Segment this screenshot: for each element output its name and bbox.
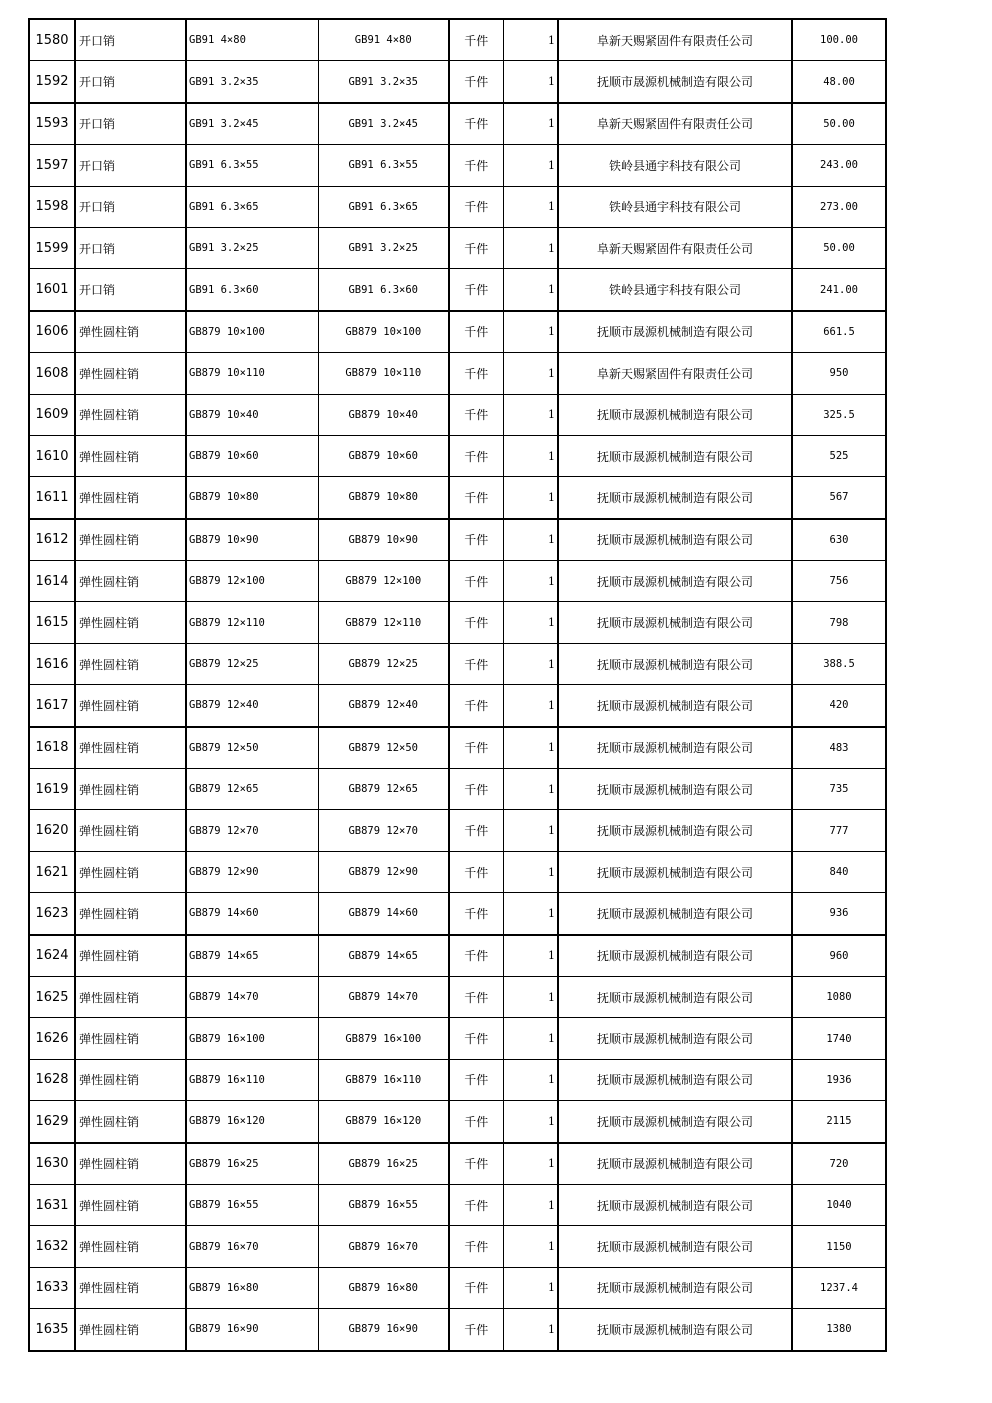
price-cell: 630	[792, 519, 886, 561]
quantity-cell: 1	[503, 186, 558, 227]
supplier-cell: 抚顺市晟源机械制造有限公司	[558, 935, 792, 977]
specification-cell: GB879 10×80	[186, 477, 318, 519]
supplier-cell: 抚顺市晟源机械制造有限公司	[558, 1267, 792, 1308]
price-cell: 1150	[792, 1226, 886, 1267]
unit-cell: 千件	[449, 643, 503, 684]
unit-cell: 千件	[449, 810, 503, 851]
price-cell: 525	[792, 435, 886, 476]
model-cell: GB91 3.2×25	[318, 227, 449, 268]
specification-cell: GB879 12×50	[186, 727, 318, 769]
model-cell: GB91 6.3×65	[318, 186, 449, 227]
item-name-cell: 弹性圆柱销	[75, 1184, 186, 1225]
specification-cell: GB91 4×80	[186, 19, 318, 61]
unit-cell: 千件	[449, 477, 503, 519]
model-cell: GB879 14×60	[318, 893, 449, 935]
quantity-cell: 1	[503, 976, 558, 1017]
specification-cell: GB879 10×100	[186, 311, 318, 353]
specification-cell: GB879 10×110	[186, 353, 318, 394]
quantity-cell: 1	[503, 851, 558, 892]
item-number-cell: 1611	[29, 477, 75, 519]
item-name-cell: 弹性圆柱销	[75, 1267, 186, 1308]
item-name-cell: 弹性圆柱销	[75, 643, 186, 684]
model-cell: GB91 6.3×60	[318, 269, 449, 311]
model-cell: GB879 16×120	[318, 1101, 449, 1143]
specification-cell: GB879 12×110	[186, 602, 318, 643]
model-cell: GB879 16×80	[318, 1267, 449, 1308]
specification-cell: GB91 3.2×25	[186, 227, 318, 268]
supplier-cell: 抚顺市晟源机械制造有限公司	[558, 643, 792, 684]
model-cell: GB91 6.3×55	[318, 145, 449, 186]
supplier-cell: 阜新天赐紧固件有限责任公司	[558, 227, 792, 268]
price-cell: 1936	[792, 1059, 886, 1100]
table-row	[29, 1018, 886, 1059]
specification-cell: GB879 14×70	[186, 976, 318, 1017]
item-name-cell: 弹性圆柱销	[75, 685, 186, 727]
specification-cell: GB879 12×40	[186, 685, 318, 727]
price-cell: 325.5	[792, 394, 886, 435]
specification-cell: GB879 16×55	[186, 1184, 318, 1225]
item-name-cell: 开口销	[75, 186, 186, 227]
supplier-cell: 抚顺市晟源机械制造有限公司	[558, 477, 792, 519]
item-number-cell: 1628	[29, 1059, 75, 1100]
unit-cell: 千件	[449, 893, 503, 935]
supplier-cell: 抚顺市晟源机械制造有限公司	[558, 311, 792, 353]
table-row	[29, 769, 886, 810]
specification-cell: GB91 3.2×45	[186, 103, 318, 145]
supplier-cell: 抚顺市晟源机械制造有限公司	[558, 435, 792, 476]
item-number-cell: 1618	[29, 727, 75, 769]
quantity-cell: 1	[503, 727, 558, 769]
specification-cell: GB879 10×90	[186, 519, 318, 561]
supplier-cell: 抚顺市晟源机械制造有限公司	[558, 810, 792, 851]
table-row	[29, 1184, 886, 1225]
unit-cell: 千件	[449, 19, 503, 61]
model-cell: GB879 16×25	[318, 1143, 449, 1185]
item-name-cell: 弹性圆柱销	[75, 353, 186, 394]
unit-cell: 千件	[449, 269, 503, 311]
item-number-cell: 1580	[29, 19, 75, 61]
item-number-cell: 1623	[29, 893, 75, 935]
model-cell: GB91 3.2×45	[318, 103, 449, 145]
item-number-cell: 1619	[29, 769, 75, 810]
model-cell: GB879 12×25	[318, 643, 449, 684]
table-row	[29, 186, 886, 227]
item-number-cell: 1610	[29, 435, 75, 476]
table-row	[29, 851, 886, 892]
price-cell: 50.00	[792, 103, 886, 145]
price-cell: 756	[792, 561, 886, 602]
specification-cell: GB879 12×65	[186, 769, 318, 810]
supplier-cell: 抚顺市晟源机械制造有限公司	[558, 561, 792, 602]
item-number-cell: 1592	[29, 61, 75, 103]
table-row	[29, 810, 886, 851]
item-name-cell: 开口销	[75, 61, 186, 103]
table-row	[29, 19, 886, 61]
unit-cell: 千件	[449, 1101, 503, 1143]
item-number-cell: 1608	[29, 353, 75, 394]
item-number-cell: 1624	[29, 935, 75, 977]
price-cell: 273.00	[792, 186, 886, 227]
item-name-cell: 开口销	[75, 145, 186, 186]
table-row	[29, 602, 886, 643]
price-cell: 388.5	[792, 643, 886, 684]
supplier-cell: 抚顺市晟源机械制造有限公司	[558, 851, 792, 892]
supplier-cell: 抚顺市晟源机械制造有限公司	[558, 727, 792, 769]
item-number-cell: 1635	[29, 1309, 75, 1351]
item-name-cell: 弹性圆柱销	[75, 561, 186, 602]
quantity-cell: 1	[503, 477, 558, 519]
item-name-cell: 弹性圆柱销	[75, 1018, 186, 1059]
item-name-cell: 弹性圆柱销	[75, 311, 186, 353]
specification-cell: GB879 16×80	[186, 1267, 318, 1308]
item-name-cell: 弹性圆柱销	[75, 1309, 186, 1351]
table-row	[29, 353, 886, 394]
price-cell: 960	[792, 935, 886, 977]
table-row	[29, 269, 886, 311]
supplier-cell: 铁岭县通宇科技有限公司	[558, 186, 792, 227]
model-cell: GB879 16×90	[318, 1309, 449, 1351]
table-row	[29, 976, 886, 1017]
item-name-cell: 弹性圆柱销	[75, 602, 186, 643]
model-cell: GB91 3.2×35	[318, 61, 449, 103]
quantity-cell: 1	[503, 1226, 558, 1267]
table-row	[29, 935, 886, 977]
quantity-cell: 1	[503, 519, 558, 561]
quantity-cell: 1	[503, 311, 558, 353]
supplier-cell: 抚顺市晟源机械制造有限公司	[558, 685, 792, 727]
quantity-cell: 1	[503, 269, 558, 311]
price-cell: 50.00	[792, 227, 886, 268]
item-number-cell: 1614	[29, 561, 75, 602]
quantity-cell: 1	[503, 561, 558, 602]
item-name-cell: 弹性圆柱销	[75, 394, 186, 435]
price-cell: 241.00	[792, 269, 886, 311]
unit-cell: 千件	[449, 311, 503, 353]
model-cell: GB879 14×65	[318, 935, 449, 977]
quantity-cell: 1	[503, 810, 558, 851]
supplier-cell: 抚顺市晟源机械制造有限公司	[558, 602, 792, 643]
table-row	[29, 893, 886, 935]
unit-cell: 千件	[449, 145, 503, 186]
specification-cell: GB879 16×100	[186, 1018, 318, 1059]
table-row	[29, 685, 886, 727]
price-cell: 243.00	[792, 145, 886, 186]
item-name-cell: 弹性圆柱销	[75, 727, 186, 769]
model-cell: GB879 12×40	[318, 685, 449, 727]
item-name-cell: 弹性圆柱销	[75, 1059, 186, 1100]
item-name-cell: 开口销	[75, 19, 186, 61]
table-body	[29, 19, 886, 1351]
unit-cell: 千件	[449, 851, 503, 892]
quantity-cell: 1	[503, 602, 558, 643]
item-number-cell: 1620	[29, 810, 75, 851]
item-number-cell: 1632	[29, 1226, 75, 1267]
table-row	[29, 561, 886, 602]
unit-cell: 千件	[449, 1143, 503, 1185]
supplier-cell: 抚顺市晟源机械制造有限公司	[558, 1018, 792, 1059]
specification-cell: GB879 14×65	[186, 935, 318, 977]
model-cell: GB879 12×50	[318, 727, 449, 769]
unit-cell: 千件	[449, 519, 503, 561]
item-number-cell: 1598	[29, 186, 75, 227]
specification-cell: GB879 14×60	[186, 893, 318, 935]
table-row	[29, 1143, 886, 1185]
price-cell: 100.00	[792, 19, 886, 61]
supplier-cell: 抚顺市晟源机械制造有限公司	[558, 394, 792, 435]
price-cell: 661.5	[792, 311, 886, 353]
table-row	[29, 643, 886, 684]
quantity-cell: 1	[503, 227, 558, 268]
item-name-cell: 弹性圆柱销	[75, 477, 186, 519]
supplier-cell: 抚顺市晟源机械制造有限公司	[558, 1309, 792, 1351]
unit-cell: 千件	[449, 61, 503, 103]
price-cell: 936	[792, 893, 886, 935]
item-number-cell: 1625	[29, 976, 75, 1017]
unit-cell: 千件	[449, 976, 503, 1017]
unit-cell: 千件	[449, 1309, 503, 1351]
quantity-cell: 1	[503, 1143, 558, 1185]
item-number-cell: 1626	[29, 1018, 75, 1059]
specification-cell: GB879 16×120	[186, 1101, 318, 1143]
item-number-cell: 1621	[29, 851, 75, 892]
item-number-cell: 1629	[29, 1101, 75, 1143]
price-cell: 48.00	[792, 61, 886, 103]
model-cell: GB879 10×40	[318, 394, 449, 435]
item-number-cell: 1616	[29, 643, 75, 684]
table-row	[29, 477, 886, 519]
specification-cell: GB879 16×110	[186, 1059, 318, 1100]
supplier-cell: 阜新天赐紧固件有限责任公司	[558, 19, 792, 61]
model-cell: GB879 16×110	[318, 1059, 449, 1100]
price-cell: 720	[792, 1143, 886, 1185]
supplier-cell: 铁岭县通宇科技有限公司	[558, 269, 792, 311]
supplier-cell: 抚顺市晟源机械制造有限公司	[558, 893, 792, 935]
quantity-cell: 1	[503, 1101, 558, 1143]
quantity-cell: 1	[503, 1267, 558, 1308]
quantity-cell: 1	[503, 103, 558, 145]
quantity-cell: 1	[503, 394, 558, 435]
unit-cell: 千件	[449, 353, 503, 394]
supplier-cell: 抚顺市晟源机械制造有限公司	[558, 1226, 792, 1267]
item-number-cell: 1606	[29, 311, 75, 353]
item-number-cell: 1631	[29, 1184, 75, 1225]
quantity-cell: 1	[503, 769, 558, 810]
table-row	[29, 1309, 886, 1351]
specification-cell: GB879 12×25	[186, 643, 318, 684]
price-cell: 567	[792, 477, 886, 519]
item-number-cell: 1601	[29, 269, 75, 311]
table-row	[29, 103, 886, 145]
unit-cell: 千件	[449, 561, 503, 602]
price-cell: 1380	[792, 1309, 886, 1351]
specification-cell: GB879 12×90	[186, 851, 318, 892]
item-number-cell: 1617	[29, 685, 75, 727]
unit-cell: 千件	[449, 1184, 503, 1225]
quantity-cell: 1	[503, 19, 558, 61]
item-name-cell: 弹性圆柱销	[75, 810, 186, 851]
model-cell: GB879 10×60	[318, 435, 449, 476]
table-row	[29, 1059, 886, 1100]
item-name-cell: 弹性圆柱销	[75, 435, 186, 476]
quantity-cell: 1	[503, 61, 558, 103]
model-cell: GB879 10×80	[318, 477, 449, 519]
unit-cell: 千件	[449, 394, 503, 435]
model-cell: GB879 12×90	[318, 851, 449, 892]
model-cell: GB879 16×100	[318, 1018, 449, 1059]
specification-cell: GB879 16×25	[186, 1143, 318, 1185]
specification-cell: GB879 12×70	[186, 810, 318, 851]
model-cell: GB879 10×110	[318, 353, 449, 394]
price-cell: 735	[792, 769, 886, 810]
item-number-cell: 1609	[29, 394, 75, 435]
unit-cell: 千件	[449, 1226, 503, 1267]
model-cell: GB879 16×70	[318, 1226, 449, 1267]
unit-cell: 千件	[449, 227, 503, 268]
item-name-cell: 弹性圆柱销	[75, 1226, 186, 1267]
table-row	[29, 1267, 886, 1308]
table-row	[29, 727, 886, 769]
item-name-cell: 弹性圆柱销	[75, 976, 186, 1017]
model-cell: GB879 10×90	[318, 519, 449, 561]
table-row	[29, 1101, 886, 1143]
price-cell: 1237.4	[792, 1267, 886, 1308]
supplier-cell: 抚顺市晟源机械制造有限公司	[558, 1143, 792, 1185]
unit-cell: 千件	[449, 103, 503, 145]
unit-cell: 千件	[449, 935, 503, 977]
specification-cell: GB91 3.2×35	[186, 61, 318, 103]
specification-cell: GB91 6.3×60	[186, 269, 318, 311]
item-name-cell: 弹性圆柱销	[75, 519, 186, 561]
price-list-table	[28, 18, 887, 1352]
specification-cell: GB879 16×70	[186, 1226, 318, 1267]
quantity-cell: 1	[503, 935, 558, 977]
price-cell: 777	[792, 810, 886, 851]
specification-cell: GB879 10×40	[186, 394, 318, 435]
unit-cell: 千件	[449, 186, 503, 227]
quantity-cell: 1	[503, 1018, 558, 1059]
table-row	[29, 435, 886, 476]
price-cell: 483	[792, 727, 886, 769]
price-cell: 1040	[792, 1184, 886, 1225]
supplier-cell: 抚顺市晟源机械制造有限公司	[558, 1101, 792, 1143]
quantity-cell: 1	[503, 1059, 558, 1100]
model-cell: GB879 12×100	[318, 561, 449, 602]
specification-cell: GB91 6.3×55	[186, 145, 318, 186]
supplier-cell: 抚顺市晟源机械制造有限公司	[558, 769, 792, 810]
item-number-cell: 1615	[29, 602, 75, 643]
quantity-cell: 1	[503, 1184, 558, 1225]
item-name-cell: 弹性圆柱销	[75, 935, 186, 977]
table-row	[29, 519, 886, 561]
quantity-cell: 1	[503, 893, 558, 935]
model-cell: GB879 12×65	[318, 769, 449, 810]
specification-cell: GB91 6.3×65	[186, 186, 318, 227]
unit-cell: 千件	[449, 685, 503, 727]
table-row	[29, 311, 886, 353]
item-name-cell: 弹性圆柱销	[75, 1143, 186, 1185]
model-cell: GB879 14×70	[318, 976, 449, 1017]
price-cell: 798	[792, 602, 886, 643]
item-number-cell: 1612	[29, 519, 75, 561]
supplier-cell: 抚顺市晟源机械制造有限公司	[558, 1184, 792, 1225]
supplier-cell: 抚顺市晟源机械制造有限公司	[558, 61, 792, 103]
supplier-cell: 阜新天赐紧固件有限责任公司	[558, 103, 792, 145]
item-number-cell: 1593	[29, 103, 75, 145]
price-cell: 2115	[792, 1101, 886, 1143]
quantity-cell: 1	[503, 435, 558, 476]
item-name-cell: 弹性圆柱销	[75, 769, 186, 810]
table-row	[29, 394, 886, 435]
unit-cell: 千件	[449, 602, 503, 643]
quantity-cell: 1	[503, 353, 558, 394]
item-name-cell: 开口销	[75, 227, 186, 268]
price-cell: 950	[792, 353, 886, 394]
item-name-cell: 弹性圆柱销	[75, 893, 186, 935]
unit-cell: 千件	[449, 1059, 503, 1100]
supplier-cell: 铁岭县通宇科技有限公司	[558, 145, 792, 186]
item-name-cell: 弹性圆柱销	[75, 1101, 186, 1143]
unit-cell: 千件	[449, 727, 503, 769]
unit-cell: 千件	[449, 769, 503, 810]
unit-cell: 千件	[449, 435, 503, 476]
quantity-cell: 1	[503, 1309, 558, 1351]
quantity-cell: 1	[503, 145, 558, 186]
table-row	[29, 61, 886, 103]
model-cell: GB879 16×55	[318, 1184, 449, 1225]
price-cell: 1080	[792, 976, 886, 1017]
item-number-cell: 1597	[29, 145, 75, 186]
price-cell: 840	[792, 851, 886, 892]
supplier-cell: 抚顺市晟源机械制造有限公司	[558, 519, 792, 561]
price-cell: 1740	[792, 1018, 886, 1059]
item-number-cell: 1633	[29, 1267, 75, 1308]
model-cell: GB879 12×110	[318, 602, 449, 643]
item-name-cell: 开口销	[75, 269, 186, 311]
unit-cell: 千件	[449, 1018, 503, 1059]
table-row	[29, 227, 886, 268]
price-cell: 420	[792, 685, 886, 727]
quantity-cell: 1	[503, 643, 558, 684]
item-number-cell: 1630	[29, 1143, 75, 1185]
model-cell: GB879 10×100	[318, 311, 449, 353]
item-number-cell: 1599	[29, 227, 75, 268]
specification-cell: GB879 16×90	[186, 1309, 318, 1351]
table-row	[29, 145, 886, 186]
model-cell: GB91 4×80	[318, 19, 449, 61]
item-name-cell: 开口销	[75, 103, 186, 145]
supplier-cell: 抚顺市晟源机械制造有限公司	[558, 1059, 792, 1100]
specification-cell: GB879 12×100	[186, 561, 318, 602]
item-name-cell: 弹性圆柱销	[75, 851, 186, 892]
supplier-cell: 阜新天赐紧固件有限责任公司	[558, 353, 792, 394]
model-cell: GB879 12×70	[318, 810, 449, 851]
supplier-cell: 抚顺市晟源机械制造有限公司	[558, 976, 792, 1017]
quantity-cell: 1	[503, 685, 558, 727]
specification-cell: GB879 10×60	[186, 435, 318, 476]
table-row	[29, 1226, 886, 1267]
unit-cell: 千件	[449, 1267, 503, 1308]
